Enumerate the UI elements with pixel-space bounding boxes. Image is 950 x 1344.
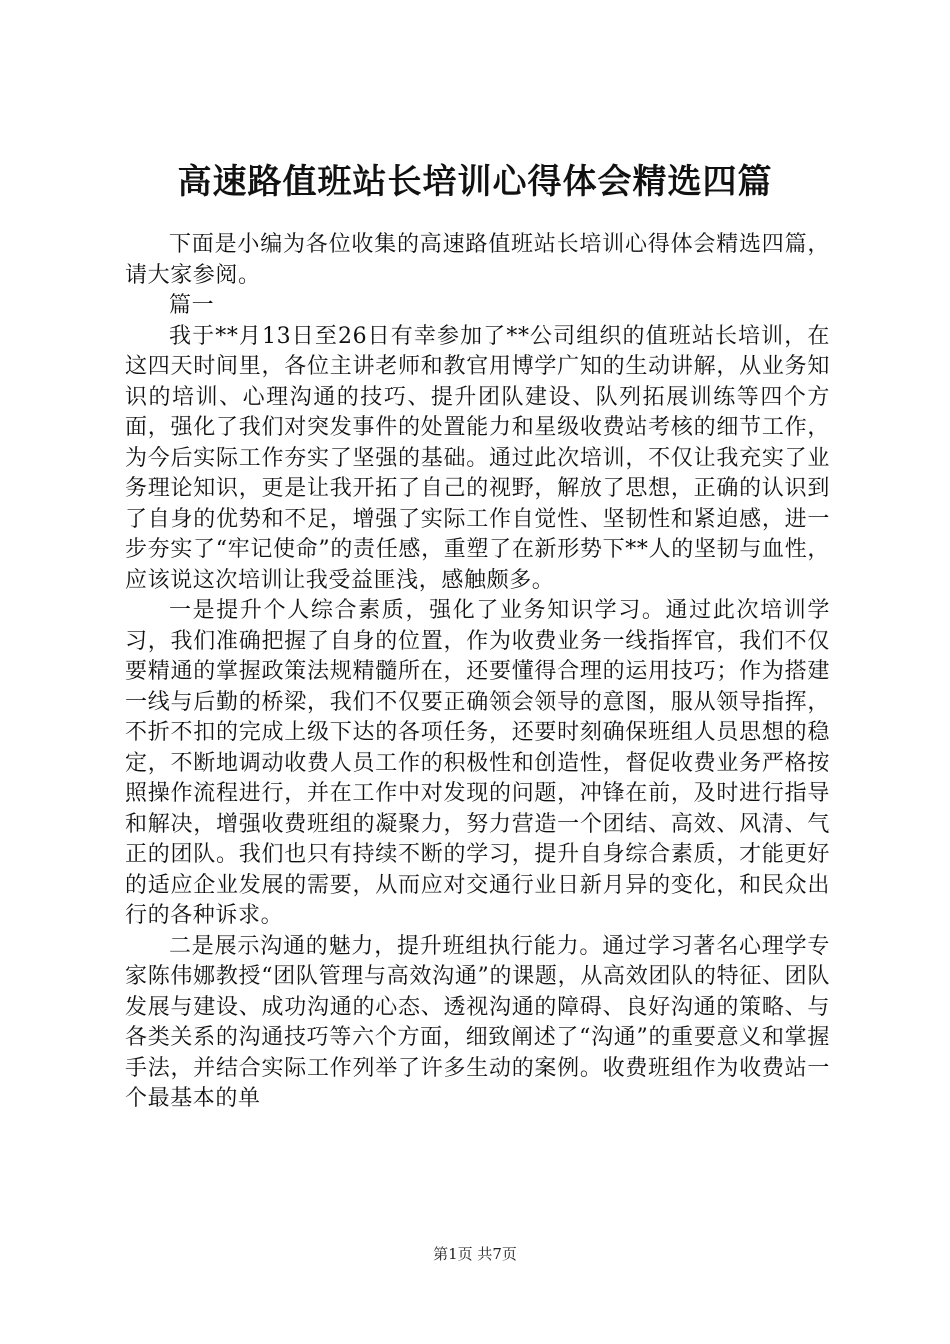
body-paragraph: 二是展示沟通的魅力，提升班组执行能力。通过学习著名心理学专家陈伟娜教授“团队管理与高效沟通”的课题，从高效团队的特征、团队发展与建设、成功沟通的心态、透视沟通的障碍、良好沟通的策略、与各类关系的沟通技巧等六个方面，细致阐述了“沟通”的重要意义和掌握手法，并结合实际工作列举了许多生动的案例。收费班组作为收费站一个最基本的单 — [125, 933, 830, 1111]
body-paragraph: 一是提升个人综合素质，强化了业务知识学习。通过此次培训学习，我们准确把握了自身的位置，作为收费业务一线指挥官，我们不仅要精通的掌握政策法规精髓所在，还要懂得合理的运用技巧；作为搭建一线与后勤的桥梁，我们不仅要正确领会领导的意图，服从领导指挥，不折不扣的完成上级下达的各项任务，还要时刻确保班组人员思想的稳定，不断地调动收费人员工作的积极性和创造性，督促收费业务严格按照操作流程进行，并在工作中对发现的问题，冲锋在前，及时进行指导和解决，增强收费班组的凝聚力，努力营造一个团结、高效、风清、气正的团队。我们也只有持续不断的学习，提升自身综合素质，才能更好的适应企业发展的需要，从而应对交通行业日新月异的变化，和民众出行的各种诉求。 — [125, 598, 830, 928]
section-heading: 篇一 — [169, 293, 215, 318]
document-title: 高速路值班站长培训心得体会精选四篇 — [177, 162, 773, 202]
document-body — [125, 230, 830, 1115]
body-paragraph: 我于**月13日至26日有幸参加了**公司组织的值班站长培训，在这四天时间里，各位主讲老师和教官用博学广知的生动讲解，从业务知识的培训、心理沟通的技巧、提升团队建设、队列拓展训练等四个方面，强化了我们对突发事件的处置能力和星级收费站考核的细节工作，为今后实际工作夯实了坚强的基础。通过此次培训，不仅让我充实了业务理论知识，更是让我开拓了自己的视野，解放了思想，正确的认识到了自身的优势和不足，增强了实际工作自觉性、坚韧性和紧迫感，进一步夯实了“牢记使命”的责任感，重塑了在新形势下**人的坚韧与血性，应该说这次培训让我受益匪浅，感触颇多。 — [125, 323, 830, 593]
page-footer: 第1页 共7页 — [433, 1245, 517, 1263]
intro-paragraph: 下面是小编为各位收集的高速路值班站长培训心得体会精选四篇，请大家参阅。 — [125, 232, 830, 288]
